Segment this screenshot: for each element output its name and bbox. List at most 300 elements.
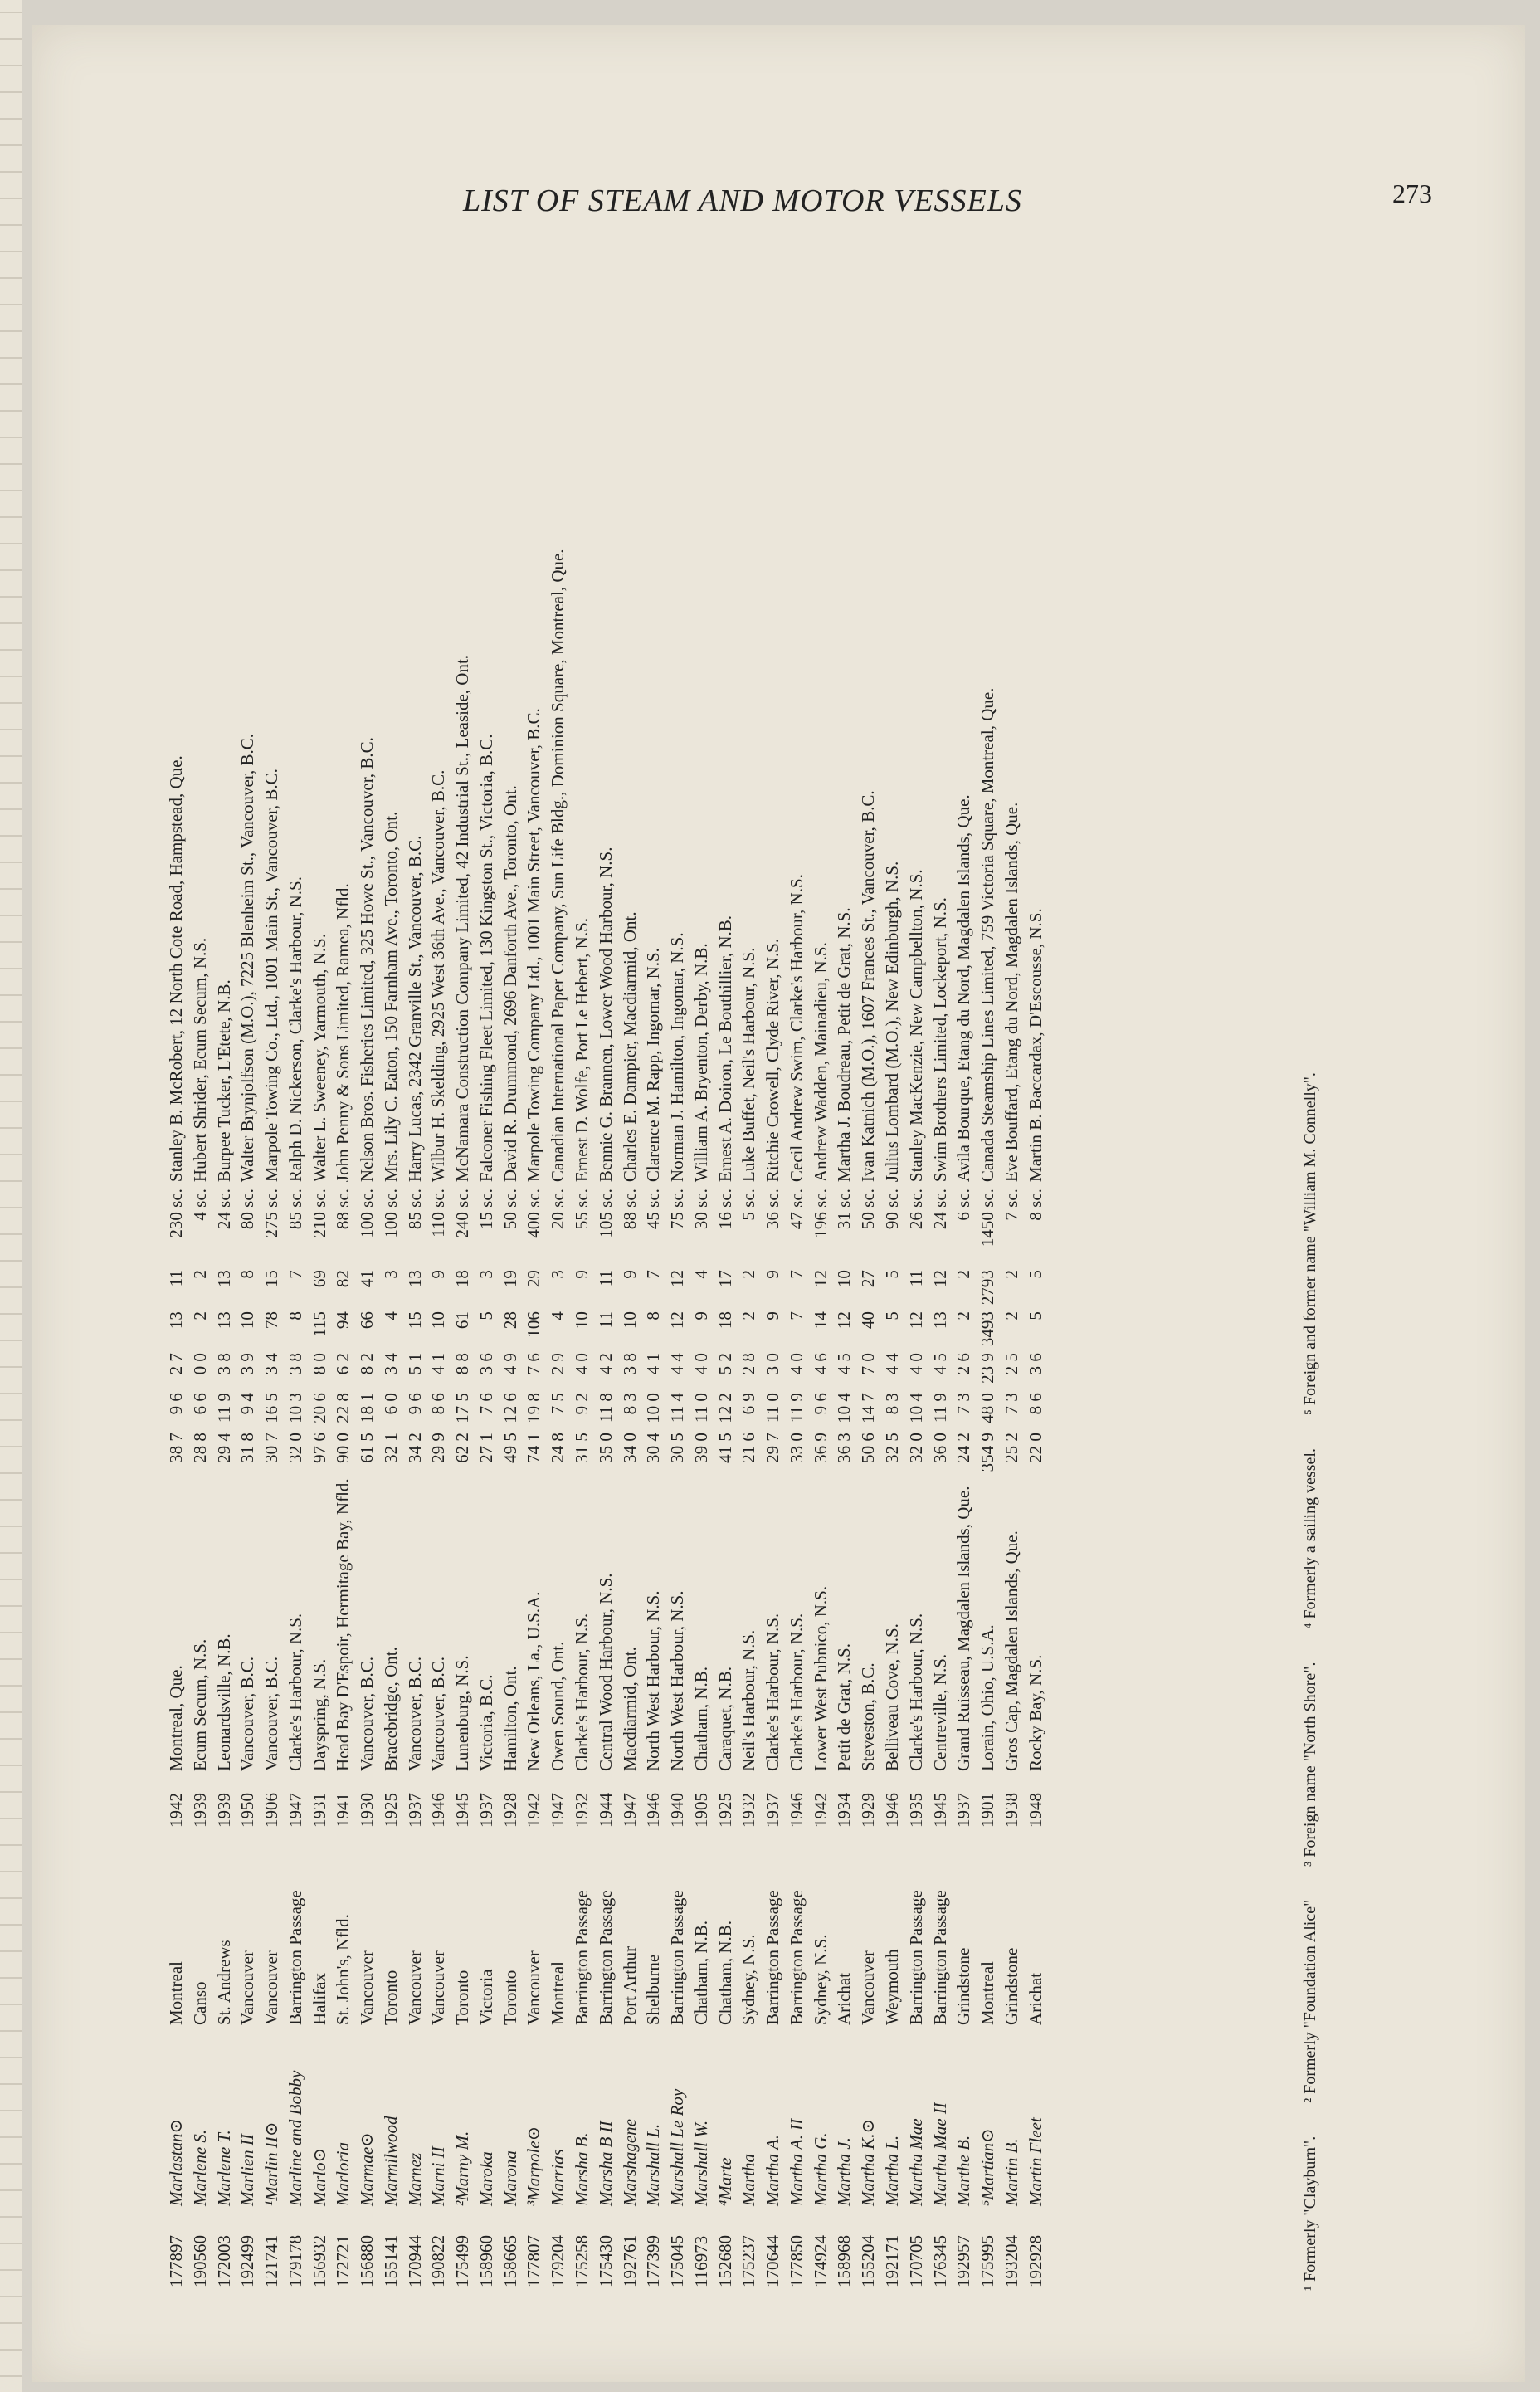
port-of-registry: Barrington Passage [763, 1890, 783, 2025]
port-of-registry: Grindstone [1001, 1947, 1021, 2025]
gross-tonnage: 12 [905, 1311, 926, 1330]
port-of-registry: Vancouver [357, 1950, 378, 2025]
vessel-name: Marlene S. [189, 2129, 210, 2206]
depth: 4 0 [905, 1353, 926, 1375]
net-tonnage: 11 [905, 1270, 926, 1287]
port-of-registry: Toronto [500, 1970, 520, 2025]
table-row [665, 241, 690, 2291]
port-of-registry: Chatham, N.B. [690, 1921, 711, 2025]
gross-tonnage: 115 [309, 1311, 329, 1337]
vessel-name: ²Marny M. [452, 2131, 473, 2206]
length: 354 9 [977, 1433, 998, 1472]
breadth: 6 0 [380, 1393, 401, 1415]
port-of-registry: Montreal [977, 1961, 998, 2025]
owner-address: Norman J. Hamilton, Ingomar, N.S. [667, 932, 688, 1183]
year-built: 1935 [905, 1793, 926, 1828]
length: 29 7 [763, 1433, 783, 1463]
gross-tonnage: 13 [166, 1311, 186, 1330]
table-row [188, 241, 212, 2291]
table-row [618, 241, 642, 2291]
official-number: 156932 [309, 2235, 329, 2287]
table-row [331, 241, 355, 2291]
year-built: 1905 [690, 1793, 711, 1828]
port-of-registry: St. John's, Nfld. [333, 1914, 353, 2025]
table-row [284, 241, 308, 2291]
place-built: Grand Ruisseau, Magdalen Islands, Que. [953, 1486, 974, 1771]
table-row [1000, 241, 1024, 2291]
vessel-name: Martha J. [834, 2137, 855, 2206]
net-tonnage: 8 [237, 1270, 258, 1279]
length: 27 1 [475, 1433, 496, 1463]
length: 97 6 [309, 1433, 329, 1463]
port-of-registry: Barrington Passage [929, 1890, 950, 2025]
table-row [451, 241, 475, 2291]
horsepower: 75 sc. [667, 1189, 688, 1230]
official-number: 155204 [858, 2235, 879, 2287]
horsepower: 47 sc. [786, 1189, 807, 1230]
footnote: ² Formerly "Foundation Alice" [1301, 1899, 1319, 2103]
year-built: 1945 [452, 1793, 473, 1828]
length: 28 8 [189, 1433, 210, 1463]
vessel-name: Marline and Bobby [285, 2070, 305, 2206]
horsepower: 100 sc. [357, 1189, 378, 1238]
port-of-registry: Grindstone [953, 1947, 974, 2025]
length: 24 2 [953, 1433, 974, 1463]
official-number: 158960 [475, 2235, 496, 2287]
place-built: Lower West Pubnico, N.S. [810, 1585, 831, 1771]
owner-address: John Penny & Sons Limited, Ramea, Nfld. [333, 883, 353, 1183]
breadth: 10 3 [285, 1393, 305, 1423]
net-tonnage: 9 [619, 1270, 640, 1279]
owner-address: Ralph D. Nickerson, Clarke's Harbour, N.S. [285, 876, 305, 1183]
year-built: 1940 [667, 1793, 688, 1828]
place-built: New Orleans, La., U.S.A. [524, 1591, 544, 1771]
year-built: 1901 [977, 1793, 998, 1828]
year-built: 1939 [189, 1793, 210, 1828]
place-built: Centreville, N.S. [929, 1653, 950, 1771]
footnote: ⁵ Foreign and former name "William M. Connelly". [1301, 1072, 1319, 1416]
depth: 3 8 [619, 1353, 640, 1375]
place-built: Petit de Grat, N.S. [834, 1643, 855, 1771]
breadth: 9 6 [166, 1393, 186, 1415]
net-tonnage: 15 [261, 1270, 282, 1288]
port-of-registry: Arichat [834, 1973, 855, 2025]
net-tonnage: 13 [404, 1270, 425, 1288]
port-of-registry: Halifax [309, 1973, 329, 2025]
depth: 5 2 [714, 1353, 735, 1375]
port-of-registry: Port Arthur [619, 1945, 640, 2025]
owner-address: Andrew Wadden, Mainadieu, N.S. [810, 942, 831, 1183]
official-number: 175995 [977, 2235, 998, 2287]
net-tonnage: 10 [834, 1270, 855, 1288]
year-built: 1937 [953, 1793, 974, 1828]
port-of-registry: Vancouver [261, 1950, 282, 2025]
vessel-name: Marlastan⊙ [166, 2118, 186, 2206]
net-tonnage: 2 [189, 1270, 210, 1279]
year-built: 1925 [714, 1793, 735, 1828]
vessel-name: Martha A. [763, 2135, 783, 2206]
year-built: 1928 [500, 1793, 520, 1828]
length: 32 0 [905, 1433, 926, 1463]
breadth: 17 5 [452, 1393, 473, 1423]
depth: 4 1 [428, 1353, 449, 1375]
net-tonnage: 9 [572, 1270, 592, 1279]
net-tonnage: 69 [309, 1270, 329, 1288]
footnote: ⁴ Formerly a sailing vessel. [1301, 1448, 1319, 1629]
year-built: 1932 [738, 1793, 759, 1828]
gross-tonnage: 8 [643, 1311, 664, 1320]
place-built: Vancouver, B.C. [237, 1657, 258, 1771]
net-tonnage: 4 [690, 1270, 711, 1279]
depth: 0 0 [189, 1353, 210, 1375]
length: 34 0 [619, 1433, 640, 1463]
breadth: 10 0 [643, 1393, 664, 1423]
year-built: 1930 [357, 1793, 378, 1828]
table-row [570, 241, 594, 2291]
vessel-name: ⁵Martian⊙ [977, 2128, 998, 2206]
length: 49 5 [500, 1433, 520, 1463]
gross-tonnage: 13 [929, 1311, 950, 1330]
depth: 4 1 [643, 1353, 664, 1375]
gross-tonnage: 2 [189, 1311, 210, 1320]
port-of-registry: Victoria [475, 1969, 496, 2025]
owner-address: Martha J. Boudreau, Petit de Grat, N.S. [834, 907, 855, 1183]
breadth: 7 6 [475, 1393, 496, 1415]
vessel-name: ⁴Marte [714, 2157, 735, 2206]
year-built: 1942 [524, 1793, 544, 1828]
net-tonnage: 12 [810, 1270, 831, 1288]
depth: 2 7 [166, 1353, 186, 1375]
owner-address: Harry Lucas, 2342 Granville St., Vancouver, B.C. [404, 835, 425, 1183]
gross-tonnage: 18 [714, 1311, 735, 1330]
length: 62 2 [452, 1433, 473, 1463]
length: 36 9 [810, 1433, 831, 1463]
horsepower: 5 sc. [738, 1189, 759, 1221]
breadth: 8 3 [619, 1393, 640, 1415]
vessel-list-rotated [164, 241, 1367, 2291]
vessel-name: Martha K.⊙ [858, 2118, 879, 2206]
length: 30 5 [667, 1433, 688, 1463]
table-row [880, 241, 904, 2291]
place-built: North West Harbour, N.S. [667, 1590, 688, 1771]
gross-tonnage: 10 [619, 1311, 640, 1330]
vessel-name: ¹Marlin II⊙ [261, 2121, 282, 2206]
vessel-name: Martha Mae II [929, 2102, 950, 2206]
owner-address: Clarence M. Rapp, Ingomar, N.S. [643, 948, 664, 1183]
horsepower: 50 sc. [500, 1189, 520, 1230]
owner-address: Charles E. Dampier, Macdiarmid, Ont. [619, 911, 640, 1183]
depth: 2 9 [548, 1353, 568, 1375]
table-row [785, 241, 809, 2291]
year-built: 1934 [834, 1793, 855, 1828]
horsepower: 196 sc. [810, 1189, 831, 1238]
breadth: 22 8 [333, 1393, 353, 1423]
gross-tonnage: 5 [1025, 1311, 1045, 1320]
year-built: 1932 [572, 1793, 592, 1828]
official-number: 172003 [213, 2235, 234, 2287]
place-built: Clarke's Harbour, N.S. [786, 1613, 807, 1771]
owner-address: David R. Drummond, 2696 Danforth Ave., Toronto, Ont. [500, 785, 520, 1183]
gross-tonnage: 12 [834, 1311, 855, 1330]
net-tonnage: 2793 [977, 1270, 998, 1306]
depth: 4 5 [929, 1353, 950, 1375]
year-built: 1946 [881, 1793, 902, 1828]
official-number: 192761 [619, 2235, 640, 2287]
year-built: 1946 [643, 1793, 664, 1828]
depth: 8 2 [357, 1353, 378, 1375]
gross-tonnage: 28 [500, 1311, 520, 1330]
length: 61 5 [357, 1433, 378, 1463]
vessel-name: Marmae⊙ [357, 2132, 378, 2206]
place-built: Vancouver, B.C. [428, 1657, 449, 1771]
vessel-name: Marshall L. [643, 2123, 664, 2206]
breadth: 19 8 [524, 1393, 544, 1423]
net-tonnage: 11 [595, 1270, 616, 1287]
length: 30 4 [643, 1433, 664, 1463]
depth: 4 0 [572, 1353, 592, 1375]
vessel-name: Marthe B. [953, 2135, 974, 2206]
official-number: 192499 [237, 2235, 258, 2287]
breadth: 6 9 [738, 1393, 759, 1415]
place-built: Belliveau Cove, N.S. [881, 1623, 902, 1771]
net-tonnage: 5 [881, 1270, 902, 1279]
vessel-name: Martha A. II [786, 2118, 807, 2206]
horsepower: 8 sc. [1025, 1189, 1045, 1221]
horsepower: 31 sc. [834, 1189, 855, 1230]
table-row [641, 241, 665, 2291]
owner-address: Falconer Fishing Fleet Limited, 130 Kingston St., Victoria, B.C. [475, 734, 496, 1183]
gross-tonnage: 15 [404, 1311, 425, 1330]
net-tonnage: 19 [500, 1270, 520, 1288]
depth: 3 8 [285, 1353, 305, 1375]
official-number: 121741 [261, 2235, 282, 2287]
net-tonnage: 11 [166, 1270, 186, 1287]
owner-address: William A. Bryenton, Derby, N.B. [690, 943, 711, 1183]
official-number: 170705 [905, 2235, 926, 2287]
breadth: 14 7 [858, 1393, 879, 1423]
gross-tonnage: 40 [858, 1311, 879, 1330]
footnote: ¹ Formerly "Clayburn". [1301, 2136, 1319, 2291]
owner-address: Luke Buffet, Neil's Harbour, N.S. [738, 947, 759, 1183]
port-of-registry: Vancouver [404, 1950, 425, 2025]
place-built: Neil's Harbour, N.S. [738, 1629, 759, 1771]
gross-tonnage: 5 [881, 1311, 902, 1320]
net-tonnage: 9 [763, 1270, 783, 1279]
port-of-registry: Barrington Passage [667, 1890, 688, 2025]
breadth: 48 0 [977, 1393, 998, 1423]
place-built: Gros Cap, Magdalen Islands, Que. [1001, 1530, 1021, 1771]
length: 39 0 [690, 1433, 711, 1463]
depth: 4 5 [834, 1353, 855, 1375]
breadth: 9 6 [404, 1393, 425, 1415]
year-built: 1931 [309, 1793, 329, 1828]
table-row [904, 241, 928, 2291]
table-row [952, 241, 976, 2291]
horsepower: 110 sc. [428, 1189, 449, 1237]
net-tonnage: 5 [1025, 1270, 1045, 1279]
length: 32 1 [380, 1433, 401, 1463]
table-row [976, 241, 1000, 2291]
port-of-registry: Toronto [380, 1970, 401, 2025]
port-of-registry: Canso [189, 1981, 210, 2025]
length: 22 0 [1025, 1433, 1045, 1463]
owner-address: Hubert Shrider, Ecum Secum, N.S. [189, 937, 210, 1183]
vessel-name: Marrias [548, 2149, 568, 2206]
length: 31 8 [237, 1433, 258, 1463]
port-of-registry: St. Andrews [213, 1940, 234, 2025]
horsepower: 4 sc. [189, 1189, 210, 1221]
depth: 3 9 [237, 1353, 258, 1375]
gross-tonnage: 2 [953, 1311, 974, 1320]
port-of-registry: Toronto [452, 1970, 473, 2025]
gross-tonnage: 8 [285, 1311, 305, 1320]
table-row [832, 241, 856, 2291]
length: 33 0 [786, 1433, 807, 1463]
table-row [403, 241, 427, 2291]
depth: 4 9 [500, 1353, 520, 1375]
official-number: 193204 [1001, 2235, 1021, 2287]
depth: 23 9 [977, 1353, 998, 1384]
length: 29 9 [428, 1433, 449, 1463]
owner-address: Burpee Tucker, L'Etete, N.B. [213, 979, 234, 1183]
horsepower: 50 sc. [858, 1189, 879, 1230]
length: 50 6 [858, 1433, 879, 1463]
horsepower: 45 sc. [643, 1189, 664, 1230]
breadth: 11 4 [667, 1393, 688, 1423]
table-row [546, 241, 570, 2291]
place-built: Clarke's Harbour, N.S. [905, 1613, 926, 1771]
depth: 4 4 [881, 1353, 902, 1375]
owner-address: Marpole Towing Company Ltd., 1001 Main Street, Vancouver, B.C. [524, 708, 544, 1183]
gross-tonnage: 14 [810, 1311, 831, 1330]
port-of-registry: Barrington Passage [905, 1890, 926, 2025]
net-tonnage: 29 [524, 1270, 544, 1288]
footnote: ³ Foreign name "North Shore". [1301, 1662, 1319, 1867]
official-number: 179178 [285, 2235, 305, 2287]
horsepower: 24 sc. [213, 1189, 234, 1230]
breadth: 7 3 [1001, 1393, 1021, 1415]
horsepower: 240 sc. [452, 1189, 473, 1238]
horsepower: 24 sc. [929, 1189, 950, 1230]
place-built: Hamilton, Ont. [500, 1666, 520, 1771]
owner-address: Ritchie Crowell, Clyde River, N.S. [763, 938, 783, 1183]
owner-address: Ernest D. Wolfe, Port Le Hebert, N.S. [572, 917, 592, 1183]
owner-address: Ernest A. Doiron, Le Bouthillier, N.B. [714, 915, 735, 1183]
depth: 4 6 [810, 1353, 831, 1375]
depth: 4 4 [667, 1353, 688, 1375]
depth: 3 6 [1025, 1353, 1045, 1375]
gross-tonnage: 2 [1001, 1311, 1021, 1320]
table-row [714, 241, 738, 2291]
vessel-name: Marnez [404, 2152, 425, 2206]
port-of-registry: Vancouver [524, 1950, 544, 2025]
document-page [32, 25, 1525, 2382]
table-row [522, 241, 546, 2291]
owner-address: Wilbur H. Skelding, 2925 West 36th Ave., Vancouver, B.C. [428, 769, 449, 1183]
owner-address: Nelson Bros. Fisheries Limited, 325 Howe St., Vancouver, B.C. [357, 737, 378, 1183]
vessel-name: Martin Fleet [1025, 2117, 1045, 2206]
owner-address: McNamara Construction Company Limited, 42 Industrial St., Leaside, Ont. [452, 654, 473, 1183]
footnotes [1301, 1039, 1320, 2291]
table-row [355, 241, 379, 2291]
net-tonnage: 17 [714, 1270, 735, 1288]
place-built: Ecum Secum, N.S. [189, 1638, 210, 1771]
depth: 7 0 [858, 1353, 879, 1375]
depth: 8 8 [452, 1353, 473, 1375]
official-number: 192957 [953, 2235, 974, 2287]
place-built: Chatham, N.B. [690, 1667, 711, 1771]
vessel-name: Martha L. [881, 2135, 902, 2206]
breadth: 8 6 [1025, 1393, 1045, 1415]
gross-tonnage: 7 [786, 1311, 807, 1320]
place-built: Head Bay D'Espoir, Hermitage Bay, Nfld. [333, 1478, 353, 1771]
port-of-registry: Shelburne [643, 1954, 664, 2025]
owner-address: Stanley MacKenzie, New Campbellton, N.S. [905, 869, 926, 1183]
place-built: Lorain, Ohio, U.S.A. [977, 1624, 998, 1771]
year-built: 1947 [619, 1793, 640, 1828]
vessel-name: Marlo⊙ [309, 2147, 329, 2206]
official-number: 179204 [548, 2235, 568, 2287]
table-row [594, 241, 618, 2291]
port-of-registry: Barrington Passage [572, 1890, 592, 2025]
year-built: 1946 [786, 1793, 807, 1828]
depth: 3 8 [213, 1353, 234, 1375]
vessel-name: ³Marpole⊙ [524, 2126, 544, 2206]
official-number: 170644 [763, 2235, 783, 2287]
net-tonnage: 13 [213, 1270, 234, 1288]
depth: 4 0 [786, 1353, 807, 1375]
table-row [379, 241, 403, 2291]
official-number: 174924 [810, 2235, 831, 2287]
port-of-registry: Montreal [166, 1961, 186, 2025]
owner-address: Canada Steamship Lines Limited, 759 Victoria Square, Montreal, Que. [977, 687, 998, 1183]
length: 38 7 [166, 1433, 186, 1463]
length: 74 1 [524, 1433, 544, 1463]
breadth: 9 6 [810, 1393, 831, 1415]
port-of-registry: Barrington Passage [595, 1890, 616, 2025]
length: 36 0 [929, 1433, 950, 1463]
official-number: 190822 [428, 2235, 449, 2287]
port-of-registry: Barrington Passage [786, 1890, 807, 2025]
horsepower: 88 sc. [333, 1189, 353, 1230]
table-row [761, 241, 785, 2291]
table-row [475, 241, 499, 2291]
breadth: 10 4 [905, 1393, 926, 1423]
year-built: 1947 [548, 1793, 568, 1828]
place-built: Rocky Bay, N.S. [1025, 1654, 1045, 1771]
official-number: 116973 [690, 2235, 711, 2287]
horsepower: 80 sc. [237, 1189, 258, 1230]
table-row [260, 241, 284, 2291]
owner-address: Stanley B. McRobert, 12 North Cote Road, Hampstead, Que. [166, 755, 186, 1183]
breadth: 11 9 [213, 1393, 234, 1423]
port-of-registry: Sydney, N.S. [738, 1934, 759, 2025]
gross-tonnage: 66 [357, 1311, 378, 1330]
owner-address: Marpole Towing Co., Ltd., 1001 Main St., Vancouver, B.C. [261, 769, 282, 1183]
gross-tonnage: 3493 [977, 1311, 998, 1347]
gross-tonnage: 9 [763, 1311, 783, 1320]
breadth: 9 2 [572, 1393, 592, 1415]
depth: 2 5 [1001, 1353, 1021, 1375]
table-row [212, 241, 236, 2291]
place-built: Steveston, B.C. [858, 1662, 879, 1771]
port-of-registry: Sydney, N.S. [810, 1934, 831, 2025]
breadth: 11 9 [786, 1393, 807, 1423]
breadth: 8 3 [881, 1393, 902, 1415]
length: 21 6 [738, 1433, 759, 1463]
official-number: 175237 [738, 2235, 759, 2287]
length: 32 5 [881, 1433, 902, 1463]
